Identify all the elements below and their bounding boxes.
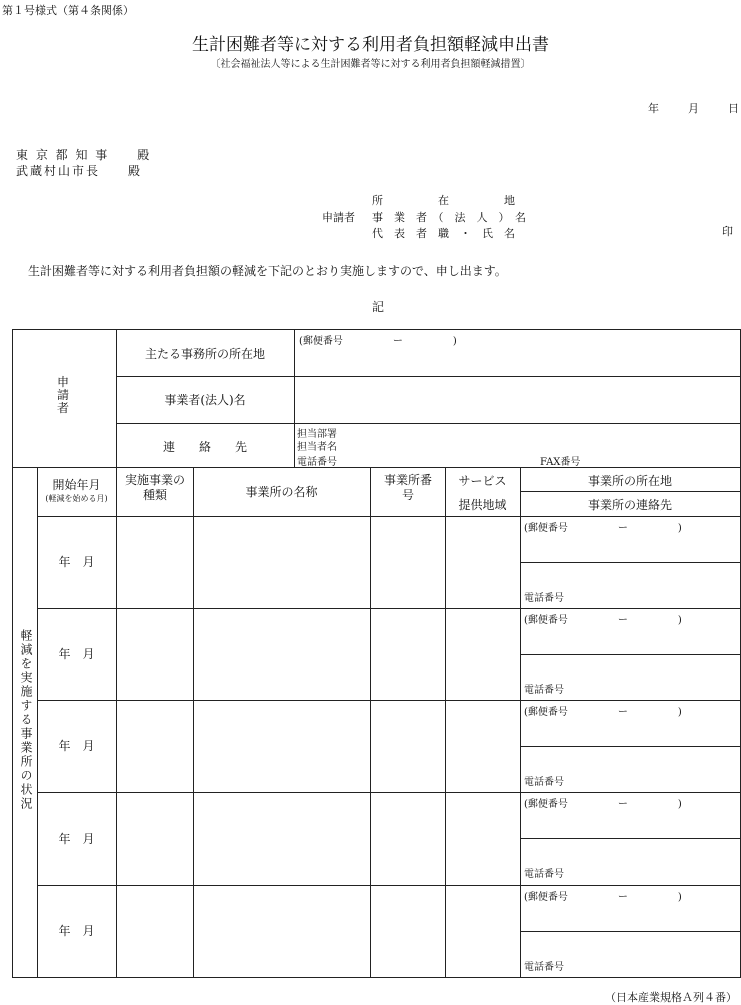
- start-month-note: (軽減を始める月): [45, 494, 108, 503]
- entry-2-postal-code: (郵便番号 ー ): [524, 615, 682, 626]
- service-type-header: 実施事業の種類: [124, 473, 185, 502]
- office-status-side-label: 軽減を実施する事業所の状況: [19, 629, 33, 811]
- entry-5-year-month: 年 月: [58, 924, 95, 938]
- entry-2-phone: 電話番号: [524, 685, 564, 696]
- contact-label: 連 絡 先: [162, 440, 247, 454]
- seal-mark: 印: [722, 225, 733, 238]
- entry-1-postal-code: (郵便番号 ー ): [524, 523, 682, 534]
- applicant-char-3: 者: [56, 401, 69, 415]
- entry-4-phone: 電話番号: [524, 869, 564, 880]
- applicant-vertical-label: [50, 376, 76, 415]
- entry-4-postal-code: (郵便番号 ー ): [524, 799, 682, 810]
- body-text: 生計困難者等に対する利用者負担額の軽減を下記のとおり実施しますので、申し出ます。: [28, 264, 507, 278]
- department-label: 担当部署: [297, 429, 337, 440]
- applicant-company-label: 事 業 者 （ 法 人 ） 名: [372, 211, 526, 224]
- main-office-postal-code: (郵便番号 ー ): [299, 336, 457, 347]
- office-number-header: 事業所番号: [384, 473, 433, 502]
- form-number: 第１号様式（第４条関係）: [2, 4, 134, 17]
- paper-size-note: （日本産業規格Ａ列４番）: [605, 991, 737, 1004]
- company-name-label: 事業者(法人)名: [164, 393, 246, 407]
- applicant-char-2: 請: [56, 388, 69, 402]
- applicant-address-label: 所 在 地: [372, 194, 515, 207]
- office-location-header: 事業所の所在地: [587, 474, 672, 488]
- addressee-tokyo: 東 京 都 知 事 殿: [16, 148, 152, 162]
- entry-3-year-month: 年 月: [58, 739, 95, 753]
- fax-label: FAX番号: [540, 457, 581, 468]
- office-name-header: 事業所の名称: [245, 485, 318, 499]
- document-title: 生計困難者等に対する利用者負担額軽減申出書: [192, 35, 549, 55]
- applicant-char-1: 申: [56, 375, 69, 389]
- start-month-header: 開始年月: [52, 478, 101, 492]
- addressee-musashimurayama: 武蔵村山市長 殿: [16, 164, 143, 178]
- entry-3-phone: 電話番号: [524, 777, 564, 788]
- entry-3-postal-code: (郵便番号 ー ): [524, 707, 682, 718]
- entry-1-year-month: 年 月: [58, 555, 95, 569]
- ki-heading: 記: [372, 300, 385, 314]
- main-office-address-label: 主たる事務所の所在地: [144, 347, 265, 361]
- entry-4-year-month: 年 月: [58, 832, 95, 846]
- service-area-header-2: 提供地域: [458, 498, 507, 512]
- entry-5-postal-code: (郵便番号 ー ): [524, 892, 682, 903]
- entry-5-phone: 電話番号: [524, 962, 564, 973]
- applicant-representative-label: 代 表 者 職 ・ 氏 名: [372, 227, 515, 240]
- service-area-header-1: サービス: [458, 474, 507, 488]
- phone-label: 電話番号: [297, 457, 337, 468]
- contact-person-label: 担当者名: [297, 442, 337, 453]
- office-contact-header: 事業所の連絡先: [587, 498, 672, 512]
- date-year: 年: [648, 102, 659, 115]
- application-table: [12, 329, 741, 978]
- entry-2-year-month: 年 月: [58, 647, 95, 661]
- date-month: 月: [688, 102, 699, 115]
- entry-1-phone: 電話番号: [524, 593, 564, 604]
- document-subtitle: 〔社会福祉法人等による生計困難者等に対する利用者負担額軽減措置〕: [210, 59, 531, 70]
- date-day: 日: [728, 102, 739, 115]
- applicant-label: 申請者: [322, 211, 355, 224]
